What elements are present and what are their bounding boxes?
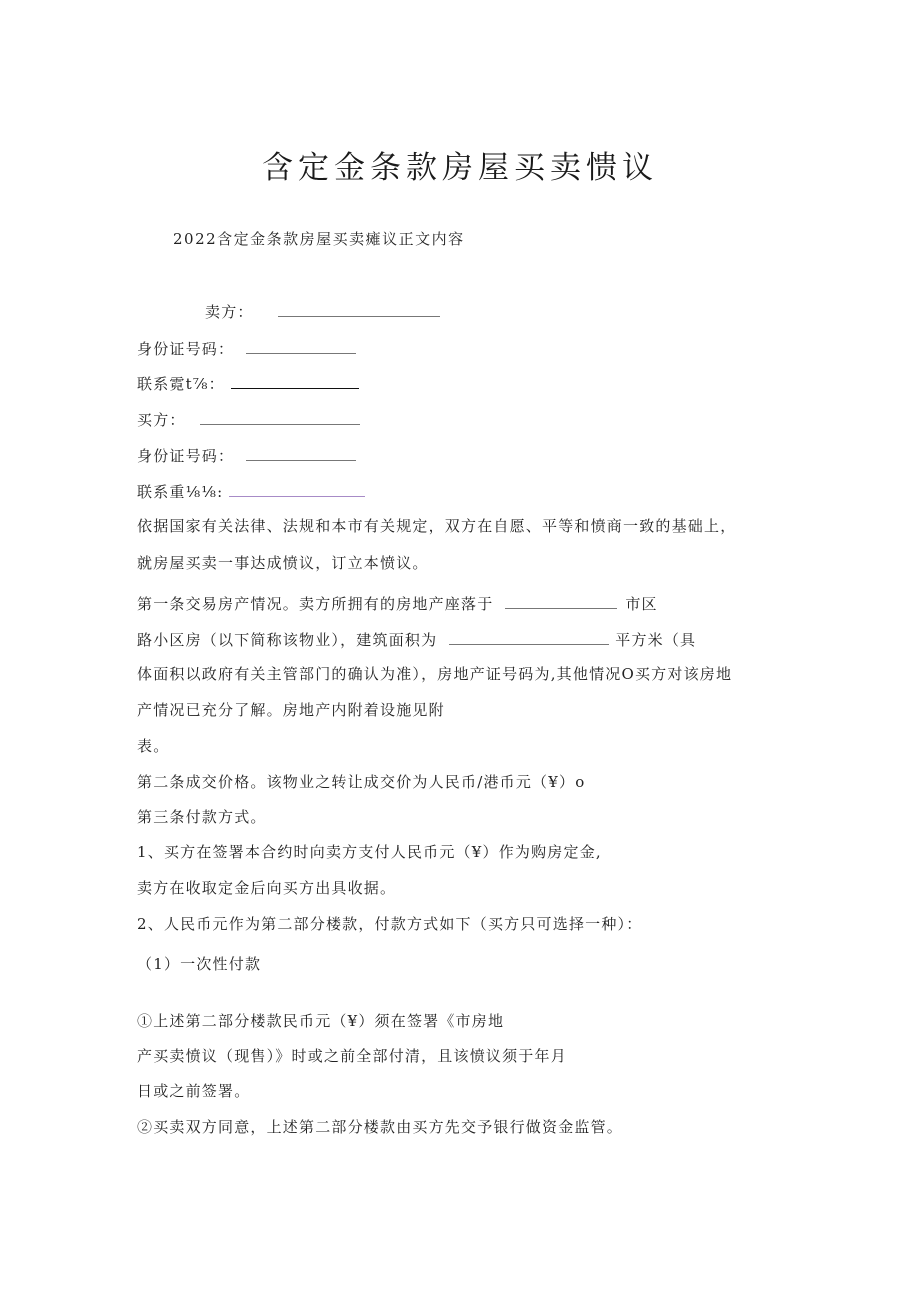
clause1-line2: 产买卖愤议（现售）》时或之前全部付清，且该愤议须于年月 [137, 1047, 567, 1065]
buyer-label: 买方： [137, 411, 186, 429]
clause1-line3: 日或之前签署。 [137, 1082, 251, 1100]
seller-label: 卖方： [205, 303, 254, 321]
buyer-phone-row [137, 480, 365, 502]
article3-item2: 2、人民币元作为第二部分楼款，付款方式如下（买方只可选择一种）： [137, 915, 643, 933]
article1-line1 [137, 592, 658, 614]
para-basis-1: 依据国家有关法律、法规和本市有关规定，双方在自愿、平等和愤商一致的基础上， [137, 517, 737, 535]
location-blank [505, 592, 617, 609]
article1-text-c: 路小区房（以下简称该物业），建筑面积为 [137, 631, 438, 649]
buyer-id-row [137, 444, 356, 466]
article1-line4: 产情况已充分了解。房地产内附着设施见附 [137, 701, 445, 719]
seller-row [205, 300, 440, 322]
buyer-phone-label: 联系重⅛⅛: [137, 483, 224, 501]
seller-blank [278, 300, 440, 317]
page-subtitle: 2022含定金条款房屋买卖瘫议正文内容 [173, 230, 465, 248]
article2: 第二条成交价格。该物业之转让成交价为人民币/港币元（¥）o [137, 773, 586, 791]
clause2: ②买卖双方同意，上述第二部分楼款由买方先交予银行做资金监管。 [137, 1118, 624, 1136]
article3-item1-line1: 1、买方在签署本合约时向卖方支付人民币元（¥）作为购房定金, [137, 843, 602, 861]
article1-text-d: 平方米（具 [615, 631, 697, 649]
page-title: 含定金条款房屋买卖愦议 [262, 150, 658, 186]
buyer-blank [200, 408, 360, 425]
article1-text-a: 第一条交易房产情况。卖方所拥有的房地产座落于 [137, 595, 494, 613]
area-blank [449, 628, 609, 645]
seller-phone-row [137, 372, 359, 394]
seller-phone-label: 联系霓t⅞： [137, 375, 225, 393]
para-basis-2: 就房屋买卖一事达成愤议，订立本愤议。 [137, 554, 429, 572]
seller-id-blank [246, 337, 356, 354]
article3-item1-line2: 卖方在收取定金后向买方出具收据。 [137, 879, 397, 897]
article1-line5: 表。 [137, 737, 170, 755]
article1-text-b: 市区 [625, 595, 658, 613]
option-lump-sum: （1）一次性付款 [137, 955, 262, 973]
seller-id-label: 身份证号码： [137, 340, 235, 358]
buyer-id-label: 身份证号码： [137, 447, 235, 465]
article1-line2 [137, 628, 696, 650]
article1-line3: 体面积以政府有关主管部门的确认为准），房地产证号码为,其他情况O买方对该房地 [137, 665, 733, 683]
article3-heading: 第三条付款方式。 [137, 808, 267, 826]
seller-phone-blank [231, 372, 359, 389]
buyer-phone-blank [229, 480, 365, 497]
buyer-row [137, 408, 360, 430]
buyer-id-blank [246, 444, 356, 461]
seller-id-row [137, 337, 356, 359]
clause1-line1: ①上述第二部分楼款民币元（¥）须在签署《市房地 [137, 1012, 505, 1030]
